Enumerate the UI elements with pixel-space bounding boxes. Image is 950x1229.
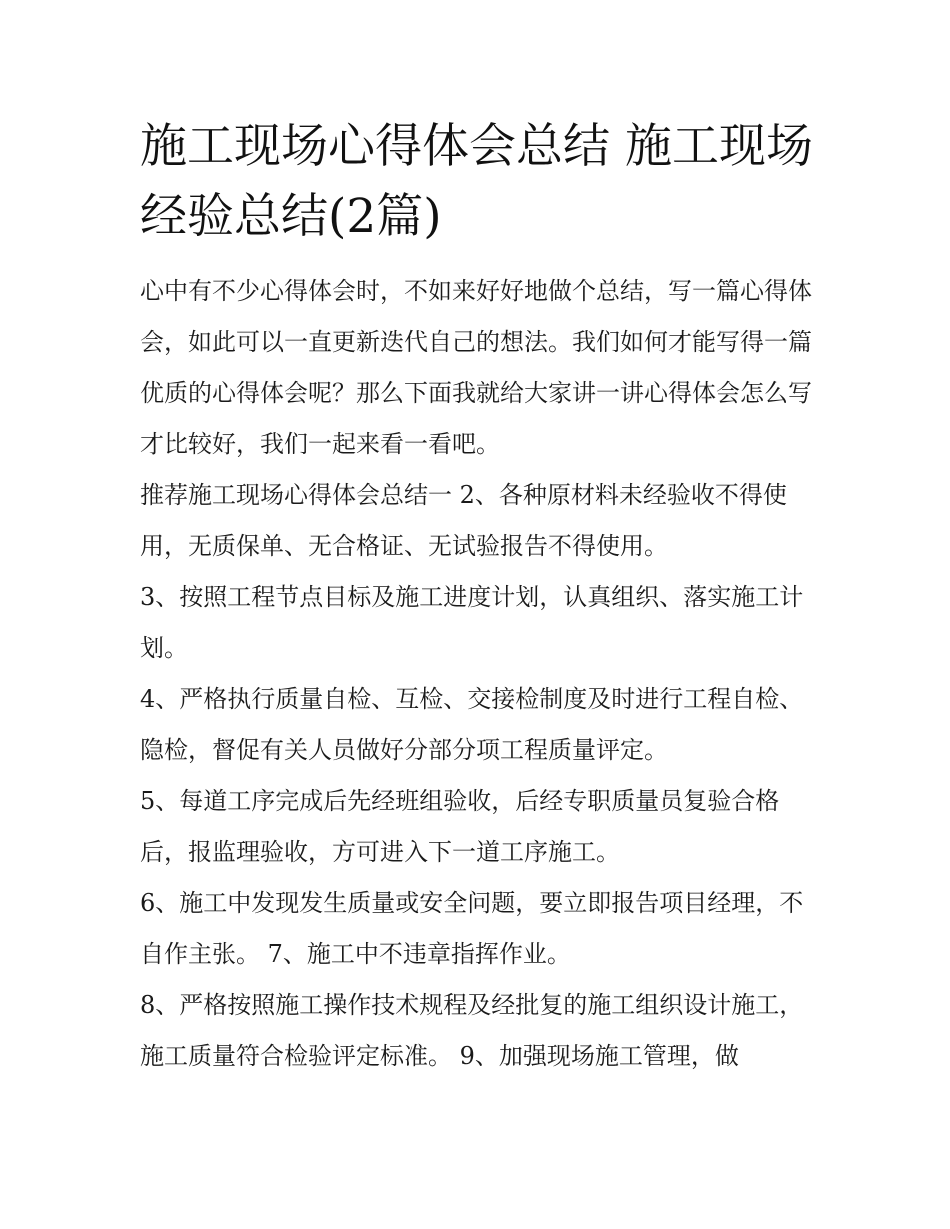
paragraph-intro: 心中有不少心得体会时，不如来好好地做个总结，写一篇心得体会，如此可以一直更新迭代自己的想法。我们如何才能写得一篇优质的心得体会呢？那么下面我就给大家讲一讲心得体会怎么写才比较好，我们一起来看一看吧。	[140, 277, 812, 458]
document-content	[140, 112, 815, 1082]
document-body	[140, 266, 815, 1082]
document-title: 施工现场心得体会总结 施工现场经验总结(2篇)	[140, 119, 813, 244]
paragraph-item-3: 3、按照工程节点目标及施工进度计划，认真组织、落实施工计划。	[140, 583, 804, 662]
paragraph-item-6-7: 6、施工中发现发生质量或安全问题，要立即报告项目经理，不自作主张。 7、施工中不违章指挥作业。	[140, 889, 804, 968]
paragraph-item-8-9: 8、严格按照施工操作技术规程及经批复的施工组织设计施工，施工质量符合检验评定标准。 9、加强现场施工管理，做	[140, 991, 804, 1070]
paragraph-item-4: 4、严格执行质量自检、互检、交接检制度及时进行工程自检、隐检，督促有关人员做好分部分项工程质量评定。	[140, 685, 804, 764]
paragraph-item-5: 5、每道工序完成后先经班组验收，后经专职质量员复验合格后，报监理验收，方可进入下一道工序施工。	[140, 787, 780, 866]
paragraph-item-2: 推荐施工现场心得体会总结一 2、各种原材料未经验收不得使用，无质保单、无合格证、无试验报告不得使用。	[140, 481, 787, 560]
